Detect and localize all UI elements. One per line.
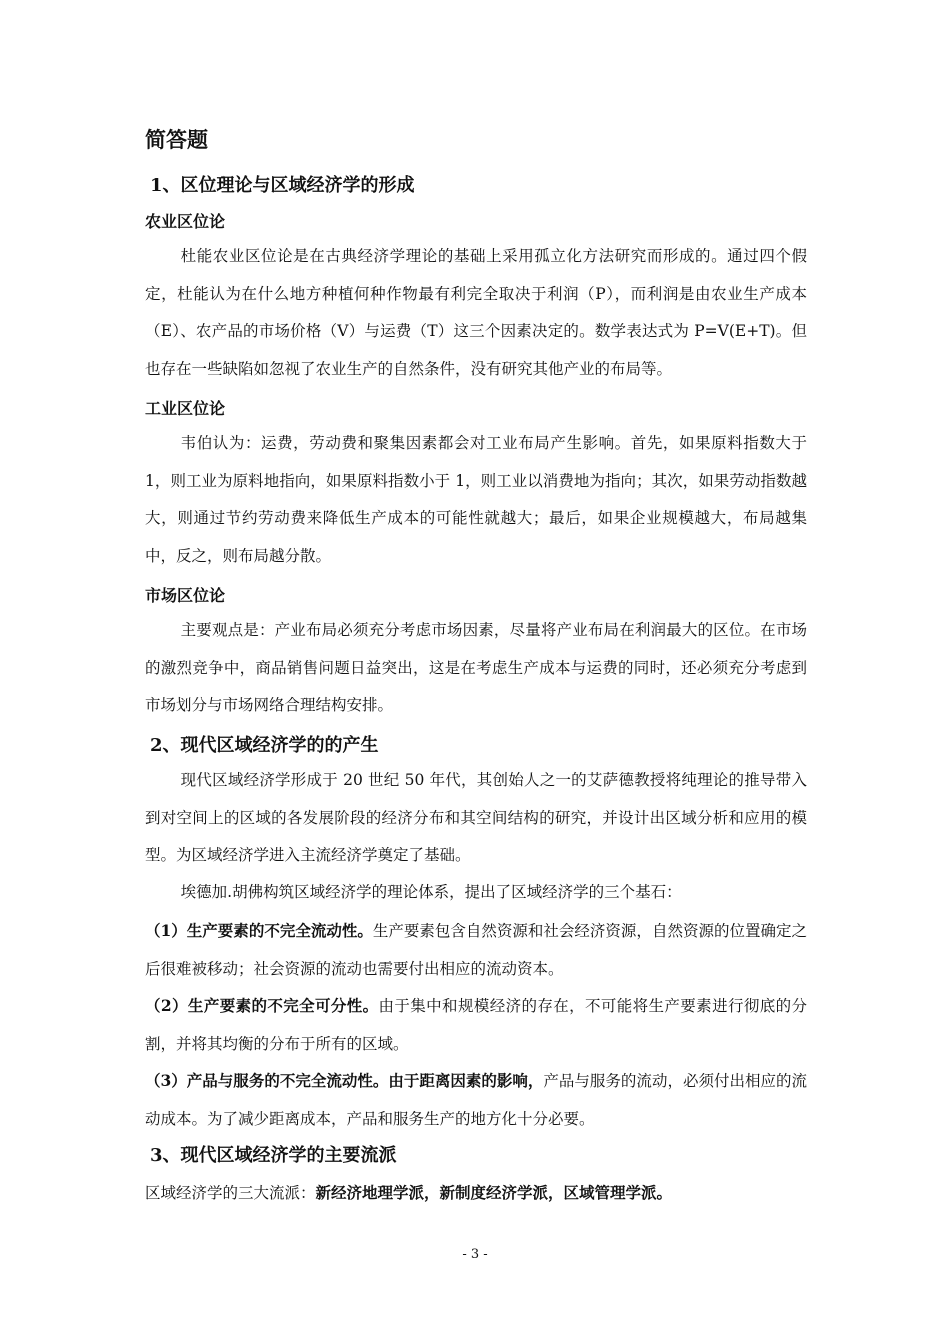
foundation-item-1-title: （1）生产要素的不完全流动性。 — [145, 921, 373, 940]
agricultural-location-text: 杜能农业区位论是在古典经济学理论的基础上采用孤立化方法研究而形成的。通过四个假定，杜能认为在什么地方种植何种作物最有利完全取决于利润（P），而利润是由农业生产成本（E）、农产品的市场价格（V）与运费（T）这三个因素决定的。数学表达式为 P=V(E+T)。但也存在一些缺陷如忽视了农业生产的自然条件，没有研究其他产业的布局等。 — [145, 247, 807, 378]
industrial-location-text: 韦伯认为：运费，劳动费和聚集因素都会对工业布局产生影响。首先，如果原料指数大于 1，则工业为原料地指向，如果原料指数小于 1，则工业以消费地为指向；其次，如果劳动指数越大，则通过节约劳动费来降低生产成本的可能性就越大；最后，如果企业规模越大，布局越集中，反之，则布局越分散。 — [145, 434, 807, 565]
industrial-location-heading: 工业区位论 — [145, 399, 226, 418]
market-location-heading: 市场区位论 — [145, 586, 226, 605]
foundation-item-3 — [145, 1062, 807, 1138]
section-3-text — [145, 1174, 807, 1213]
foundation-item-3-title: （3）产品与服务的不完全流动性。由于距离因素的影响， — [145, 1071, 544, 1090]
section-1-heading: 1、区位理论与区域经济学的形成 — [150, 175, 415, 196]
section-2-paragraph-1: 现代区域经济学形成于 20 世纪 50 年代，其创始人之一的艾萨德教授将纯理论的推导带入到对空间上的区域的各发展阶段的经济分布和其空间结构的研究，并设计出区域分析和应用的模型。为区域经济学进入主流经济学奠定了基础。 — [145, 771, 807, 864]
foundation-item-2-title: （2）生产要素的不完全可分性。 — [145, 996, 379, 1015]
schools-list: 新经济地理学派，新制度经济学派，区域管理学派。 — [315, 1183, 673, 1202]
section-3-heading: 3、现代区域经济学的主要流派 — [150, 1145, 397, 1166]
page-number: - 3 - — [462, 1247, 488, 1262]
page-title: 简答题 — [145, 127, 208, 152]
foundation-item-3-text: 产品与服务的流动，必须付出相应的流动成本。为了减少距离成本，产品和服务生产的地方化十分必要。 — [145, 1072, 807, 1128]
foundation-item-1 — [145, 912, 807, 988]
foundation-item-2-text: 由于集中和规模经济的存在，不可能将生产要素进行彻底的分割，并将其均衡的分布于所有的区域。 — [145, 997, 807, 1053]
market-location-text: 主要观点是：产业布局必须充分考虑市场因素，尽量将产业布局在利润最大的区位。在市场的激烈竞争中，商品销售问题日益突出，这是在考虑生产成本与运费的同时，还必须充分考虑到市场划分与市场网络合理结构安排。 — [145, 621, 807, 714]
section-2-paragraph-2: 埃德加.胡佛构筑区域经济学的理论体系，提出了区域经济学的三个基石： — [180, 883, 682, 901]
foundation-item-1-text: 生产要素包含自然资源和社会经济资源，自然资源的位置确定之后很难被移动；社会资源的流动也需要付出相应的流动资本。 — [145, 922, 807, 978]
section-2-heading: 2、现代区域经济学的的产生 — [150, 735, 379, 756]
agricultural-location-heading: 农业区位论 — [145, 212, 226, 231]
schools-lead: 区域经济学的三大流派： — [145, 1184, 316, 1202]
foundation-item-2 — [145, 987, 807, 1063]
